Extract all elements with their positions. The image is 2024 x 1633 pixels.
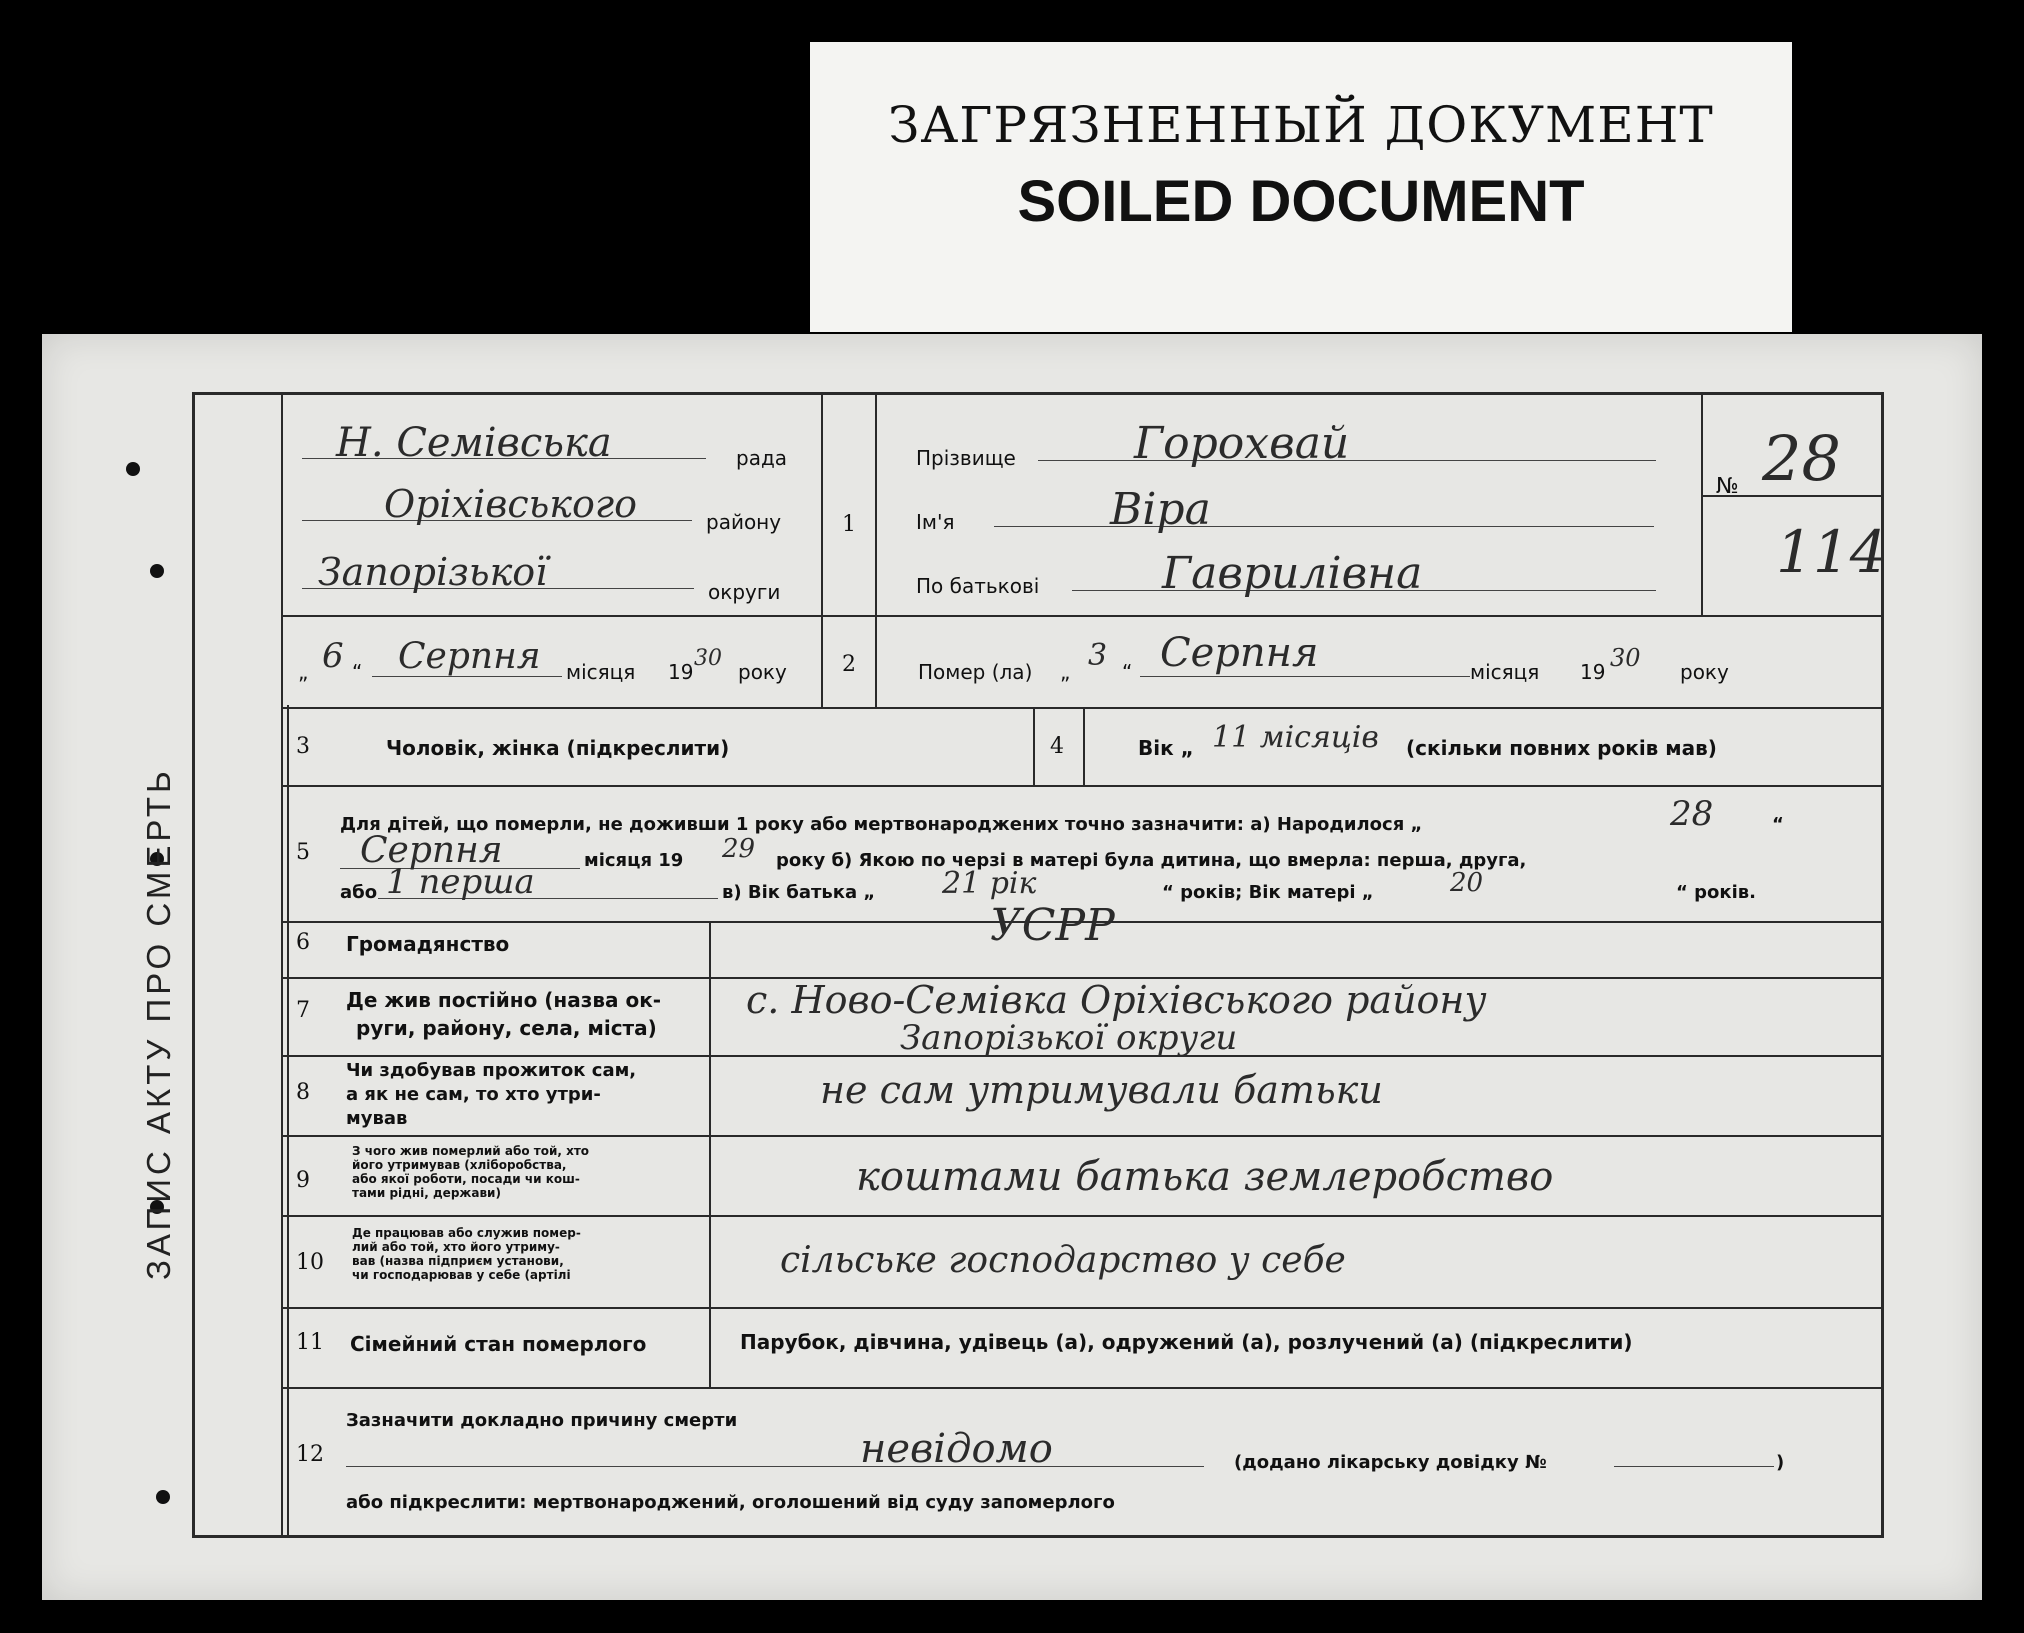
hw-citizenship: УСРР — [990, 900, 1115, 951]
infant-mother-age-label: “ років; Вік матері „ — [1162, 882, 1374, 903]
support-label-1: Чи здобував прожиток сам, — [346, 1060, 637, 1081]
row-number-10: 10 — [296, 1250, 324, 1275]
hw-father-age: 21 рік — [942, 866, 1037, 901]
residence-label-1: Де жив постійно (назва ок- — [346, 988, 662, 1012]
marital-options: Парубок, дівчина, удівець (а), одружений (а), розлучений (а) (підкреслити) — [740, 1330, 1633, 1354]
hw-reg-day: 6 — [322, 636, 344, 676]
infant-abo: або — [340, 882, 378, 903]
hw-reg-year: 30 — [694, 646, 722, 671]
hw-cause: невідомо — [860, 1426, 1053, 1472]
hw-residence-1: с. Ново-Семівка Оріхівського району — [746, 978, 1487, 1022]
work-label-2: лий або той, хто його утриму- — [352, 1240, 560, 1254]
infant-prompt-line1: Для дітей, що померли, не доживши 1 року або мертвонароджених точно зазначити: а) Народилося „ — [340, 814, 1423, 835]
row-number-12: 12 — [296, 1442, 324, 1467]
death-month-label: місяця — [1470, 660, 1540, 684]
hw-death-day: 3 — [1088, 638, 1108, 673]
marital-label: Сімейний стан померлого — [350, 1332, 647, 1356]
work-label-3: вав (назва підприєм установи, — [352, 1254, 564, 1268]
okruga-label: округи — [708, 580, 781, 604]
punch-hole — [156, 1490, 170, 1504]
hw-birth-order: 1 перша — [386, 862, 535, 902]
row-number-4: 4 — [1050, 734, 1064, 759]
patronymic-label: По батькові — [916, 574, 1040, 598]
hw-residence-2: Запорізької округи — [900, 1018, 1238, 1058]
stamp-text-ru: ЗАГРЯЗНЕННЫЙ ДОКУМЕНТ — [888, 96, 1714, 154]
hw-rada: Н. Семівська — [336, 420, 612, 466]
cause-label: Зазначити докладно причину смерти — [346, 1410, 738, 1431]
surname-label: Прізвище — [916, 446, 1016, 470]
age-label: Вік „ — [1138, 736, 1194, 760]
death-year-label: року — [1680, 660, 1729, 684]
hw-birth-year: 29 — [722, 834, 756, 864]
support-label-3: мував — [346, 1108, 408, 1129]
row-number-3: 3 — [296, 734, 310, 759]
punch-hole — [126, 462, 140, 476]
reg-month-label: місяця — [566, 660, 636, 684]
infant-month-label: місяця 19 — [584, 850, 684, 871]
reg-year-label: року — [738, 660, 787, 684]
hw-birth-day: 28 — [1670, 794, 1714, 834]
livelihood-label-3: або якої роботи, посади чи кош- — [352, 1172, 580, 1186]
hw-work: сільське господарство у себе — [780, 1240, 1346, 1281]
livelihood-label-2: його утримував (хліборобства, — [352, 1158, 567, 1172]
hw-mother-age: 20 — [1450, 868, 1484, 898]
sex-prompt: Чоловік, жінка (підкреслити) — [386, 736, 730, 760]
hw-death-month: Серпня — [1160, 630, 1319, 676]
form-side-title: ЗАПИС АКТУ ПРО СМЕРТЬ — [140, 767, 177, 1280]
hw-record-no: 28 — [1762, 422, 1841, 495]
punch-hole — [150, 564, 164, 578]
citizenship-label: Громадянство — [346, 932, 510, 956]
rayon-label: району — [706, 510, 782, 534]
livelihood-label-4: тами рідні, держави) — [352, 1186, 501, 1200]
row-number-5: 5 — [296, 840, 310, 865]
hw-record-no-2: 114 — [1776, 518, 1887, 586]
hw-okruga: Запорізької — [318, 550, 548, 594]
infant-years-label: “ років. — [1676, 882, 1756, 903]
name-label: Ім'я — [916, 510, 955, 534]
work-label-1: Де працював або служив помер- — [352, 1226, 581, 1240]
row-number-8: 8 — [296, 1080, 310, 1105]
rada-label: рада — [736, 446, 788, 470]
hw-rayon: Оріхівського — [384, 482, 637, 526]
work-label-4: чи господарював у себе (артілі — [352, 1268, 571, 1282]
hw-age: 11 місяців — [1212, 720, 1379, 755]
hw-support: не сам утримували батьки — [820, 1068, 1383, 1112]
residence-label-2: руги, району, села, міста) — [356, 1016, 657, 1040]
reg-year-prefix: 19 — [668, 660, 694, 684]
hw-death-year: 30 — [1610, 644, 1641, 672]
hw-name: Віра — [1110, 484, 1211, 535]
row-number-6: 6 — [296, 930, 310, 955]
hw-patronymic: Гаврилівна — [1162, 548, 1423, 599]
row-number-1: 1 — [842, 512, 856, 537]
hw-birth-month: Серпня — [360, 830, 503, 871]
infant-line2: року б) Якою по черзі в матері була дитина, що вмерла: перша, друга, — [776, 850, 1527, 871]
support-label-2: а як не сам, то хто утри- — [346, 1084, 601, 1105]
death-year-prefix: 19 — [1580, 660, 1606, 684]
row-number-7: 7 — [296, 998, 310, 1023]
hw-livelihood: коштами батька землеробство — [856, 1154, 1554, 1200]
infant-father-age-label: в) Вік батька „ — [722, 882, 876, 903]
hw-reg-month: Серпня — [398, 636, 541, 677]
hw-surname: Горохвай — [1134, 418, 1350, 469]
record-no-label: № — [1716, 474, 1739, 499]
row-number-9: 9 — [296, 1168, 310, 1193]
age-note: (скільки повних років мав) — [1406, 736, 1717, 760]
cause-note: (додано лікарську довідку № — [1234, 1452, 1547, 1473]
cause-alternative: або підкреслити: мертвонароджений, оголошений від суду запомерлого — [346, 1492, 1115, 1513]
livelihood-label-1: З чого жив померлий або той, хто — [352, 1144, 590, 1158]
died-label: Помер (ла) — [918, 660, 1033, 684]
row-number-11: 11 — [296, 1330, 324, 1355]
row-number-2: 2 — [842, 652, 856, 677]
stamp-text-en: SOILED DOCUMENT — [1017, 169, 1585, 234]
